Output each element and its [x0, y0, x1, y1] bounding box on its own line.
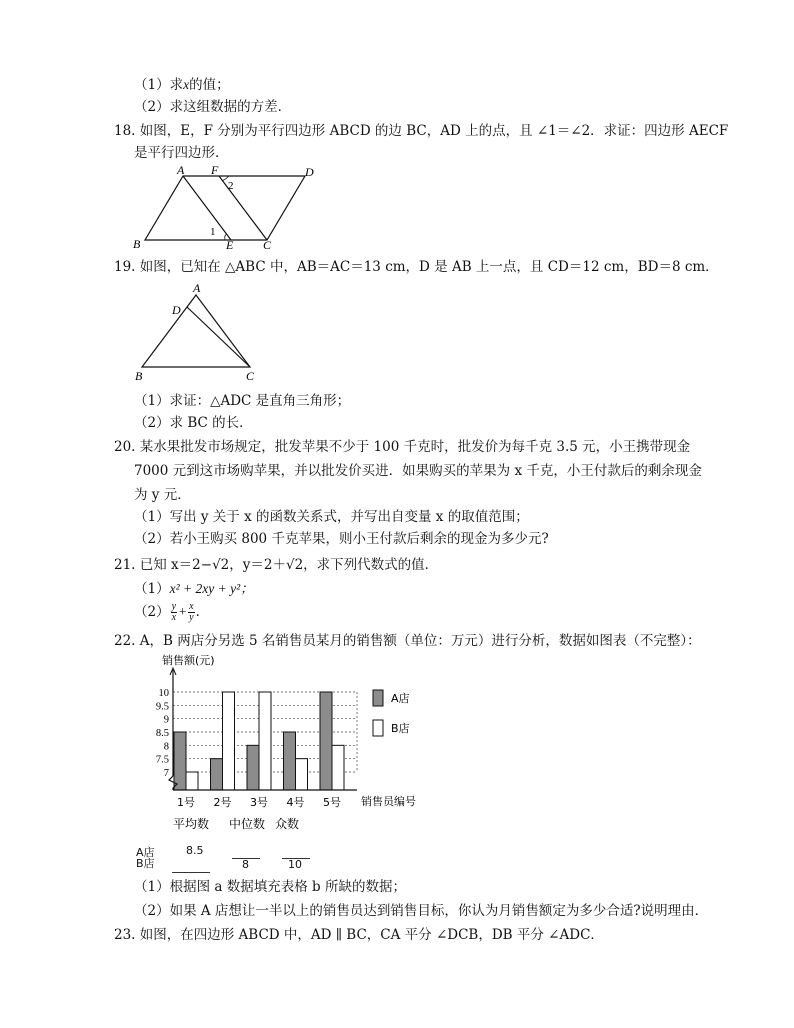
x-category-label: 2号	[213, 796, 232, 809]
q20-line3: 为 y 元．	[134, 487, 191, 503]
q21-part1-expr: x² + 2xy + y²；	[169, 581, 254, 596]
fraction-x-over-y: $\frac{x}{y}$	[189, 601, 194, 623]
label-b: B	[135, 369, 143, 383]
fraction-y-over-x: $\frac{y}{x}$	[171, 601, 177, 623]
chart-y-axis-label: 销售额(元)	[162, 654, 215, 667]
table-row-b-label: B店	[136, 857, 155, 870]
table-row-a-label: A店	[136, 846, 155, 859]
chart-categories	[177, 796, 341, 809]
label-c: C	[246, 369, 255, 383]
q21-part2: （2） $\frac{y}{x}$ + $\frac{x}{y}$ ．	[134, 601, 210, 623]
y-tick-label: 8	[163, 741, 169, 753]
q18-line2: 是平行四边形．	[134, 145, 229, 161]
bar-b-2	[223, 692, 235, 790]
legend-swatch-b	[373, 720, 383, 736]
q22-part2: （2）如果 A 店想让一半以上的销售员达到销售目标，你认为月销售额定为多少合适?说明理由．	[134, 903, 709, 919]
x-category-label: 4号	[286, 796, 305, 809]
q20-line2: 7000 元到这市场购苹果，并以批发价买进．如果购买的苹果为 x 千克，小王付款后的剩余现金	[134, 463, 702, 479]
label-c: C	[263, 238, 272, 252]
segment-fc	[219, 176, 267, 240]
q21-part2-prefix: （2）	[134, 604, 170, 620]
q20-part1: （1）写出 y 关于 x 的函数关系式，并写出自变量 x 的取值范围；	[134, 509, 529, 525]
bar-a-2	[211, 759, 223, 790]
q17-part1-text: （1）求	[134, 77, 184, 93]
legend-label-b: B店	[391, 722, 410, 735]
table-header: 中位数	[229, 817, 266, 831]
q21-part1	[134, 580, 254, 598]
table-b-headers	[173, 816, 299, 831]
q19-part1: （1）求证：△ADC 是直角三角形；	[134, 393, 351, 409]
q20-part2: （2）若小王购买 800 千克苹果，则小王付款后剩余的现金为多少元?	[134, 531, 549, 547]
triangle-abc	[142, 295, 250, 367]
parallelogram-abcd	[145, 176, 305, 240]
legend-label-a: A店	[391, 692, 410, 705]
q17-part1-end: 的值；	[189, 77, 230, 93]
segment-ae	[183, 176, 231, 240]
x-category-label: 5号	[323, 796, 341, 809]
label-b: B	[133, 237, 141, 251]
label-angle-1: 1	[210, 226, 216, 238]
q21-line1: 21. 已知 x＝2−√2，y＝2＋√2，求下列代数式的值．	[114, 557, 439, 573]
legend-swatch-a	[373, 690, 383, 706]
table-header: 平均数	[173, 817, 210, 831]
label-e: E	[226, 238, 234, 252]
x-category-label: 3号	[250, 796, 268, 809]
q22-part1: （1）根据图 a 数据填充表格 b 所缺的数据；	[134, 879, 406, 895]
q20-line1: 20. 某水果批发市场规定，批发苹果不少于 100 千克时，批发价为每千克 3.5 元，小王携带现金	[114, 439, 691, 455]
chart-x-axis-label: 销售员编号	[361, 795, 416, 808]
q21-part2-end: ．	[195, 604, 210, 620]
q21-part1-prefix: （1）	[134, 581, 170, 597]
label-f: F	[211, 163, 219, 177]
q17-part1	[134, 76, 230, 94]
q19-part2: （2）求 BC 的长．	[134, 415, 253, 431]
q17-part2: （2）求这组数据的方差．	[134, 99, 292, 115]
bar-a-3	[247, 745, 259, 790]
y-tick-label: 8.5	[155, 728, 169, 739]
q23-line1: 23. 如图，在四边形 ABCD 中，AD ∥ BC，CA 平分 ∠DCB，DB 平分 ∠ADC．	[114, 927, 604, 943]
y-tick-label: 10	[158, 688, 169, 699]
table-b-median: 8	[242, 858, 249, 871]
bar-b-1	[186, 772, 198, 790]
segment-cd	[187, 307, 250, 367]
bar-b-5	[332, 745, 344, 790]
x-category-label: 1号	[177, 796, 195, 809]
table-a-mean: 8.5	[186, 844, 204, 857]
y-tick-label: 9.5	[155, 701, 169, 713]
bar-b-4	[296, 759, 308, 790]
chart-bars	[174, 692, 344, 790]
y-tick-label: 7	[163, 768, 169, 779]
label-d: D	[305, 165, 314, 179]
table-header: 众数	[275, 817, 300, 831]
sales-bar-chart	[125, 650, 445, 840]
label-a: A	[177, 163, 185, 177]
parallelogram-figure	[125, 162, 325, 252]
label-a: A	[193, 281, 201, 295]
y-tick-label: 9	[163, 714, 169, 726]
q17-part1-var: x	[183, 77, 190, 92]
chart-legend	[373, 690, 410, 736]
label-angle-2: 2	[228, 180, 234, 192]
y-tick-label: 7.5	[155, 754, 169, 766]
bar-a-1	[174, 732, 186, 790]
table-b-mean-blank	[172, 872, 210, 873]
q18-line1: 18. 如图，E，F 分别为平行四边形 ABCD 的边 BC，AD 上的点，且 ∠1＝∠2．求证：四边形 AECF	[114, 123, 729, 139]
bar-b-3	[259, 692, 271, 790]
label-d: D	[172, 303, 181, 317]
triangle-figure	[130, 281, 270, 385]
bar-a-4	[284, 732, 296, 790]
q19-line1: 19. 如图，已知在 △ABC 中，AB＝AC＝13 cm，D 是 AB 上一点，且 CD＝12 cm，BD＝8 cm．	[114, 259, 719, 275]
chart-ticks	[156, 688, 169, 779]
q22-line1: 22. A，B 两店分另选 5 名销售员某月的销售额（单位：万元）进行分析，数据如图表（不完整）：	[114, 633, 701, 649]
bar-a-5	[320, 692, 332, 790]
table-b-mode: 10	[288, 858, 302, 871]
